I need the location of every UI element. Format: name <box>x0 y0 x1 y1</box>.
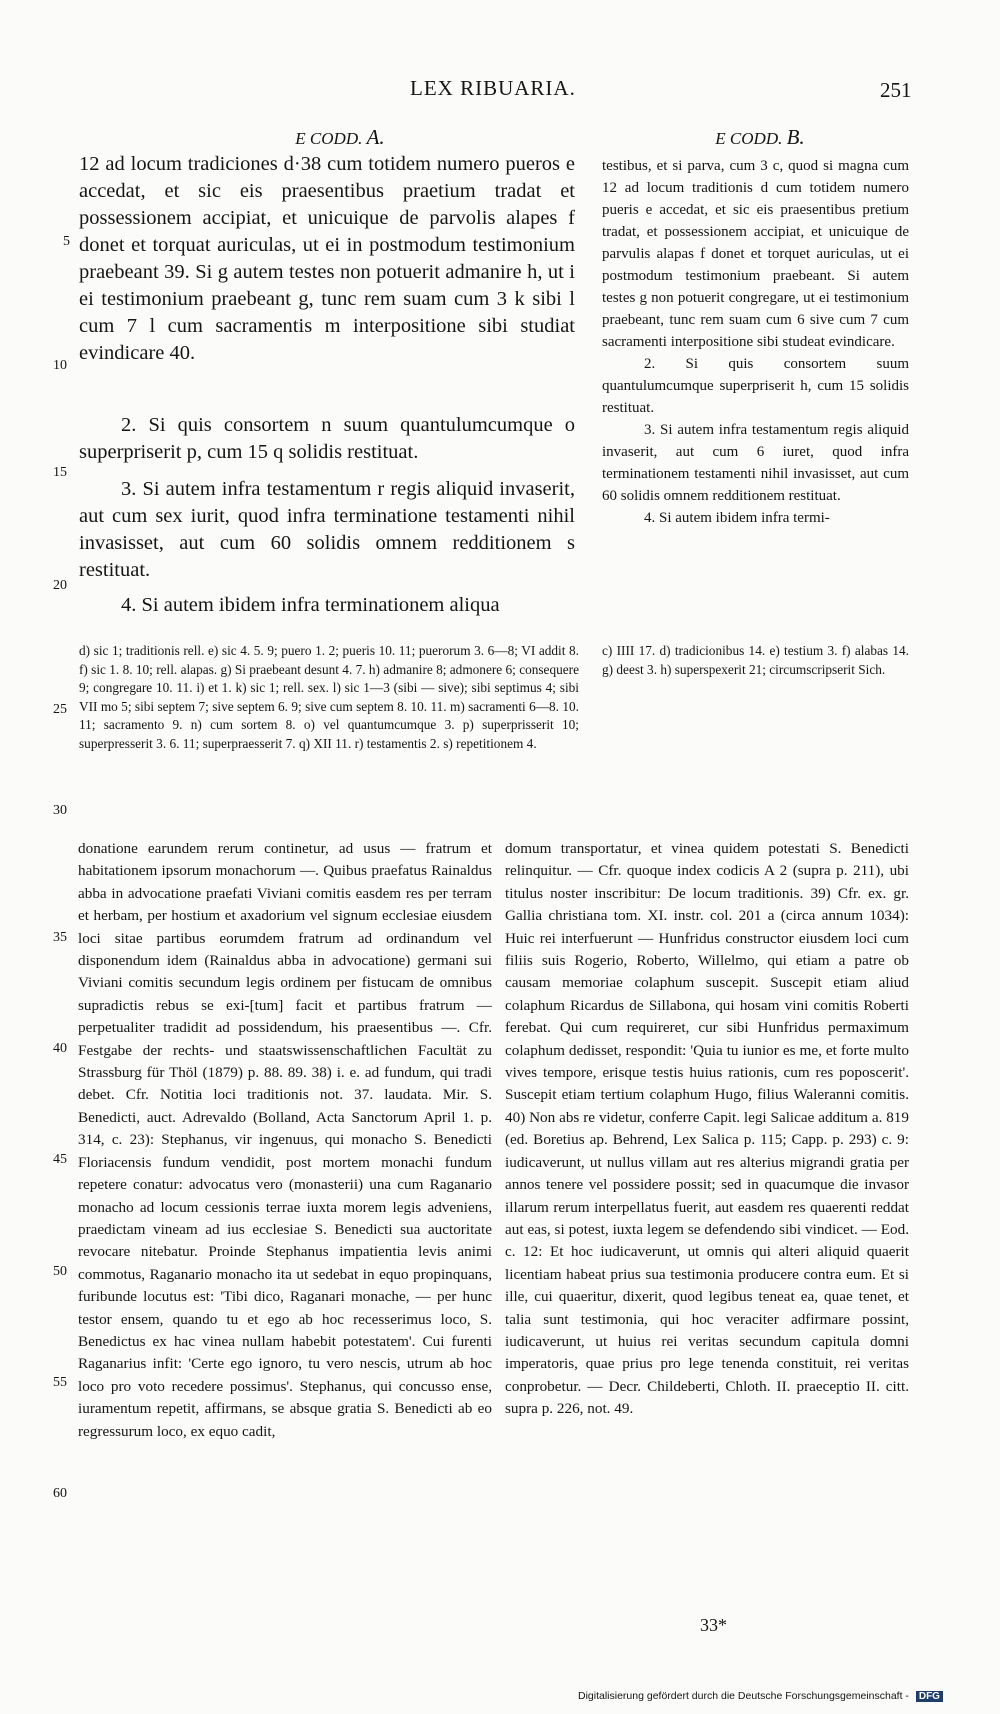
running-title: LEX RIBUARIA. <box>410 76 576 100</box>
notes-right <box>505 838 909 1421</box>
col-b-heading-letter: B. <box>786 125 805 149</box>
line-number: 50 <box>53 1264 67 1279</box>
footnotes-b: c) IIII 17. d) tradicionibus 14. e) testium 3. f) alabas 14. g) deest 3. h) superspexerit 21; circumscripserit Sich. <box>602 643 909 677</box>
line-number: 55 <box>53 1375 67 1390</box>
line-number: 60 <box>53 1486 67 1501</box>
col-a-text-4 <box>79 592 575 619</box>
col-b-para-4: 4. Si autem ibidem infra termi- <box>644 510 830 526</box>
notes-left-text: donatione earundem rerum continetur, ad usus — fratrum et habitationem ipsorum monachorum —. Quibus praefatus Rainaldus abba in advocatione praefati Viviani comitis easdem res per terram et herbam, per hostium et axadorium vel signum ecclesiae eiusdem loci sitae partibus eorumdem fratrum ad ordinandum vel disponendum idem (Rainaldus abba in advocatione) germani sui Viviani comitis secundum legis ordinem per fistucam de omnibus supradictis rebus se exi-[tum] facit et partibus fratrum — perpetualiter tradidit ad possidendum, his praesentibus —. Cfr. Festgabe der rechts- und staatswissenschaftlichen Facultät zu Strassburg für Thöl (1879) p. 88. 89. 38) i. e. ad fundum, qui tradi debet. Cfr. Notitia loci traditionis not. 37. laudata. Mir. S. Benedicti, auct. Adrevaldo (Bolland, Acta Sanctorum April 1. p. 314, c. 23): Stephanus, vir ingenuus, qui monacho S. Benedicti Floriacensis fundum vendidit, post mortem monachi fundum repetere conatur: advocatus vero (monasterii) una cum Raganario monacho ad locum cessionis terrae iuxta morem legis adveniens, praedictam vineam ad ius ecclesiae S. Benedicti sua auctoritate revocare nitebatur. Proinde Stephanus impatientia levis animi commotus, Raganario monacho ita ut sedebat in equo propinquans, furibunde locutus est: 'Tibi dico, Raganari monache, — per hunc testor ensem, quando tu et ego ab hoc recesserimus loco, S. Benedictus ex hac vinea nullam habebit potestatem'. Cui furenti Raganarius infit: 'Certe ego ignoro, tu vero nescis, utrum ab hoc loco pro voto recedere possimus'. Stephanus, qui concusso ense, iuramentum repetit, affirmans, se absque gratia S. Benedicti ab eo regressurum loco, ex equo cadit, <box>78 840 492 1440</box>
col-b-para-1: testibus, et si parva, cum 3 c, quod si magna cum 12 ad locum traditionis d cum totidem numero pueris e accedat, et sic eis praesentibus pretium tradat, et possessionem accipiat, et unicuique de parvulis alapas f donet et torquet auriculas, ut ei postmodum testimonium praebeant. Si autem testes g non potuerit congregare, ut ei testimonium praebeant, tunc rem suam cum 6 sive cum 7 cum sacramenti interpositione sibi studeat evindicare. <box>602 158 909 350</box>
digitization-text: Digitalisierung gefördert durch die Deutsche Forschungsgemeinschaft - <box>578 1690 909 1702</box>
col-a-para-1: 12 ad locum tradiciones d·38 cum totidem numero pueros e accedat, et sic eis praesentibus praetium tradat et possessionem accipiat, et unicuique de parvolis alapes f donet et torquat auriculas, ut ei in postmodum testimonium praebeant 39. Si g autem testes non potuerit admanire h, ut i ei testimonium praebeant g, tunc rem suam cum 3 k sibi l cum 7 l cum sacramentis m interpositione sibi studiat evindicare 40. <box>79 153 575 364</box>
col-a-para-4: 4. Si autem ibidem infra terminationem aliqua <box>121 594 500 616</box>
col-b-text <box>602 155 909 529</box>
line-number: 45 <box>53 1152 67 1167</box>
col-b-heading <box>660 125 860 150</box>
signature-mark: 33* <box>700 1615 727 1635</box>
notes-right-text: domum transportatur, et vinea quidem potestati S. Benedicti relinquitur. — Cfr. quoque index codicis A 2 (supra p. 211), ubi titulus noster inscribitur: De locum traditionis. 39) Cfr. ex. gr. Gallia christiana tom. XI. instr. col. 201 a (circa annum 1034): Huic rei interfuerunt — Hunfridus constructor eiusdem loci cum filiis suis Rogerio, Roberto, Willelmo, qui etiam a patre ob causam memoriae colaphum suscepit. Suscepit etiam aliud colaphum Ricardus de Sillabona, qui hosam vini comitis Roberti ferebat. Qui cum requireret, cur sibi Hunfridus permaximum colaphum dedisset, respondit: 'Quia tu iunior es me, et forte multo vives tempore, erisque testis huius rationis, cum res poposcerit'. Suscepit etiam tertium colaphum Hugo, filius Waleranni comitis. 40) Non abs re videtur, conferre Capit. legi Salicae additum a. 819 (ed. Boretius ap. Behrend, Lex Salica p. 115; Capp. p. 293) c. 9: iudicaverunt, ut nullus villam aut res alterius migrandi gratia per annos tenere vel possidere possit; sed in quacumque die invasor illarum rerum interpellatus fuerit, aut easdem res quaerenti reddat aut eas, si potest, iuxta legem se defendendo sibi vindicet. — Eod. c. 12: Et hoc iudicaverunt, ut omnis qui alteri aliquid quaerit licentiam habeat prius sua testimonia producere contra eum. Et si ille, cui quaeritur, dixerit, quod legibus teneat ea, quae tenet, et talia sunt testimonia, qui hoc veraciter adfirmare possint, iudicaverunt, ut huius rei veritas secundum capitula domni imperatoris, quae prius pro lege tenenda constituit, rei veritas conprobetur. — Decr. Childeberti, Chloth. II. praeceptio II. citt. supra p. 226, not. 49. <box>505 840 909 1418</box>
col-b-heading-text: E CODD. <box>715 129 783 148</box>
col-a-text <box>79 151 575 367</box>
col-a-heading-letter: A. <box>366 125 385 149</box>
notes-left <box>78 838 492 1443</box>
col-a-text-2 <box>79 412 575 466</box>
line-number: 15 <box>53 465 67 480</box>
line-number: 30 <box>53 803 67 818</box>
page-number: 251 <box>880 78 912 102</box>
col-a-heading <box>240 125 440 150</box>
line-number: 5 <box>63 234 70 249</box>
line-number: 25 <box>53 702 67 717</box>
digitization-credit <box>578 1690 968 1702</box>
col-a-para-3: 3. Si autem infra testamentum r regis aliquid invaserit, aut cum sex iurit, quod infra terminatione testamenti nihil invasisset, aut cum 60 solidis omnem redditionem s restituat. <box>79 478 575 581</box>
col-b-para-2: 2. Si quis consortem suum quantulumcumque superpriserit h, cum 15 solidis restituat. <box>602 356 909 416</box>
col-a-heading-text: E CODD. <box>295 129 363 148</box>
dfg-logo-icon: DFG <box>916 1691 943 1702</box>
col-a-text-3 <box>79 476 575 584</box>
line-number: 10 <box>53 358 67 373</box>
line-number: 35 <box>53 930 67 945</box>
footnotes-a: d) sic 1; traditionis rell. e) sic 4. 5. 9; puero 1. 2; pueris 10. 11; puerorum 3. 6—8; VI addit 8. f) sic 1. 8. 10; rell. alapas. g) Si praebeant desunt 4. 7. h) admanire 8; admonere 6; consequere 9; congregare 10. 11. i) et 1. k) sic 1; rell. sex. l) sic 1—3 (sibi — sive); sibi septimus 4; sibi VII mo 5; sibi septem 7; sive septem 6. 9; sive cum septem 8. 10. 11. m) sacramenti 6—8. 10. 11; sacramento 9. n) cum sortem 8. o) vel quantumcumque 3. p) superprisserit 10; superpresserit 3. 6. 11; superpraesserit 7. q) XII 11. r) testamentis 2. s) repetitionem 4. <box>79 643 579 751</box>
line-number: 20 <box>53 578 67 593</box>
col-b-para-3: 3. Si autem infra testamentum regis aliquid invaserit, aut cum 6 iuret, quod infra terminationem testamenti nihil invasisset, aut cum 60 solidis omnem redditionem restituat. <box>602 422 909 504</box>
line-number: 40 <box>53 1041 67 1056</box>
col-a-para-2: 2. Si quis consortem n suum quantulumcumque o superpriserit p, cum 15 q solidis restituat. <box>79 414 575 463</box>
